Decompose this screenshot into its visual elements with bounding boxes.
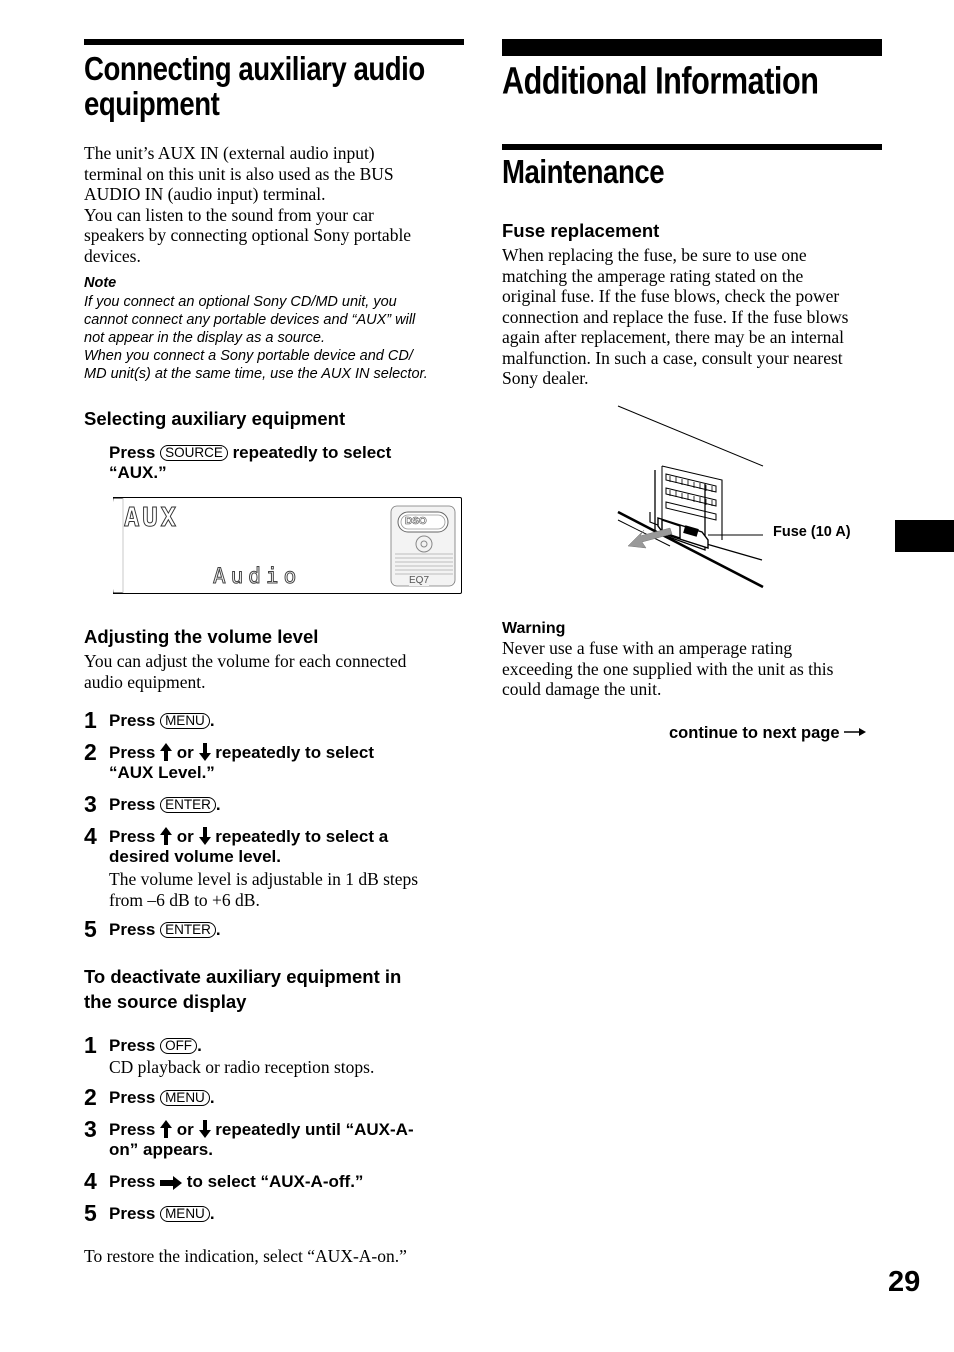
additional-information-title: Additional Information — [502, 59, 819, 103]
right-arrow-icon — [160, 1176, 182, 1190]
page-number: 29 — [888, 1266, 921, 1298]
deactivate-step-4: Press to select “AUX-A-off.” — [109, 1172, 364, 1191]
warning-label: Warning — [502, 620, 566, 637]
section-title-line1: Connecting auxiliary audio — [84, 50, 425, 88]
display-main-text: AUX — [124, 503, 179, 533]
fuse-illustration — [610, 400, 880, 595]
section-title-line2: equipment — [84, 85, 220, 123]
left-heading-rule — [84, 39, 464, 45]
display-panel — [113, 497, 462, 594]
note-label: Note — [84, 275, 117, 291]
down-arrow-icon — [199, 1120, 211, 1138]
selecting-heading: Selecting auxiliary equipment — [84, 408, 346, 429]
eq-label: EQ7 — [409, 575, 430, 586]
selecting-instruction: Press SOURCE repeatedly to select — [109, 443, 392, 462]
fuse-label: Fuse (10 A) — [773, 524, 851, 540]
down-arrow-icon — [199, 827, 211, 845]
volume-step-4: Press or repeatedly to select a — [109, 827, 389, 846]
volume-heading: Adjusting the volume level — [84, 626, 319, 647]
right-heading-rule — [502, 39, 882, 56]
right-arrow-icon — [844, 726, 866, 738]
volume-step-3: Press ENTER . — [109, 795, 221, 814]
volume-step-1: Press MENU . — [109, 711, 215, 730]
display-sub-text: Audio — [213, 564, 302, 588]
fuse-replacement-heading: Fuse replacement — [502, 220, 660, 241]
deactivate-step-5: Press MENU . — [109, 1204, 215, 1223]
enter-key: ENTER — [160, 797, 216, 813]
enter-key: ENTER — [160, 922, 216, 938]
maintenance-rule — [502, 144, 882, 150]
maintenance-title: Maintenance — [502, 153, 665, 191]
menu-key: MENU — [160, 1206, 210, 1222]
volume-step-5: Press ENTER . — [109, 920, 221, 939]
deactivate-step-3: Press or repeatedly until “AUX-A- — [109, 1120, 414, 1139]
down-arrow-icon — [199, 743, 211, 761]
up-arrow-icon — [160, 743, 172, 761]
section-tab-marker — [895, 520, 954, 552]
restore-note: To restore the indication, select “AUX-A-on.” — [84, 1246, 407, 1266]
deactivate-heading-line2: the source display — [84, 991, 247, 1012]
dso-badge: DSO — [405, 516, 427, 527]
menu-key: MENU — [160, 713, 210, 729]
source-key: SOURCE — [160, 445, 228, 461]
menu-key: MENU — [160, 1090, 210, 1106]
deactivate-heading-line1: To deactivate auxiliary equipment in — [84, 966, 402, 987]
volume-step-2: Press or repeatedly to select — [109, 743, 375, 762]
up-arrow-icon — [160, 827, 172, 845]
up-arrow-icon — [160, 1120, 172, 1138]
continue-link[interactable]: continue to next page — [669, 723, 866, 743]
deactivate-step-1: Press OFF . — [109, 1036, 202, 1055]
off-key: OFF — [160, 1038, 197, 1054]
deactivate-step-2: Press MENU . — [109, 1088, 215, 1107]
